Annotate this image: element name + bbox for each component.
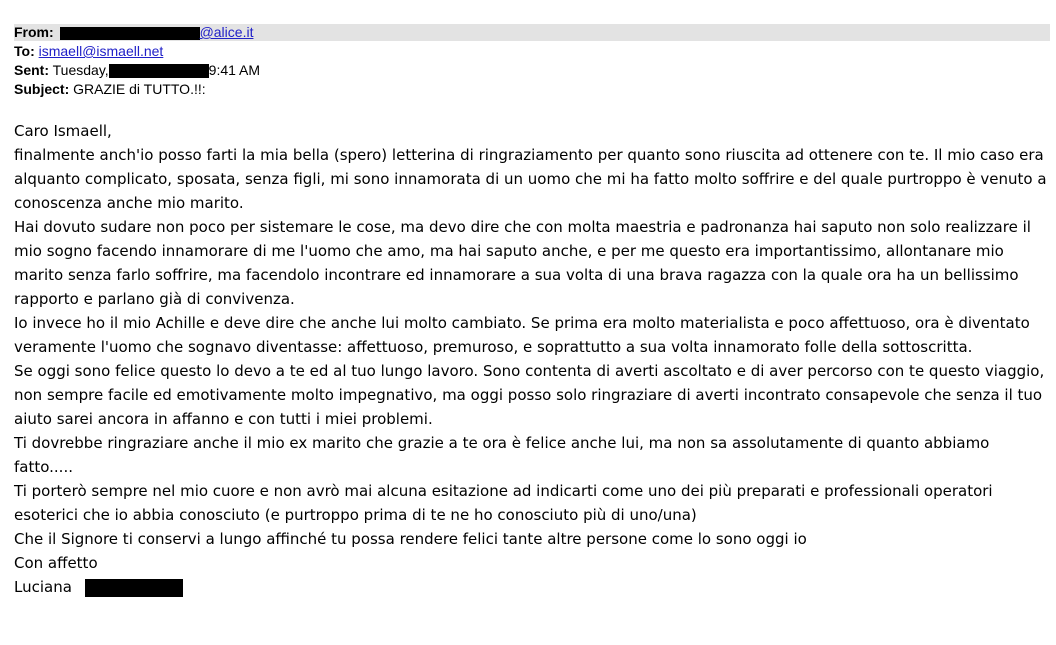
sent-time: 9:41 AM [208, 62, 261, 78]
from-row [14, 23, 253, 41]
subject-row [14, 80, 206, 98]
body-paragraph-3: Io invece ho il mio Achille e deve dire che anche lui molto cambiato. Se prima era molto materialista e poco affettuoso, ora è diventato veramente l'uomo che sognavo diventasse: affettuoso, premuroso, e soprattutto a sua volta innamorato folle della sottoscritta. [14, 314, 1030, 356]
to-label: To: [14, 43, 35, 59]
redacted-surname [85, 579, 183, 597]
body-paragraph-6: Ti porterò sempre nel mio cuore e non avrò mai alcuna esitazione ad indicarti come uno dei più preparati e professionali operatori esoterici che io abbia conosciuto (e purtroppo prima di te ne ho conosciuto più di uno/una) [14, 482, 993, 524]
body-paragraph-7: Che il Signore ti conservi a lungo affinché tu possa rendere felici tante altre persone come lo sono oggi io [14, 530, 807, 548]
to-address-link[interactable]: ismaell@ismaell.net [38, 43, 164, 59]
body-paragraph-2: Hai dovuto sudare non poco per sistemare le cose, ma devo dire che con molta maestria e padronanza hai saputo non solo realizzare il mio sogno facendo innamorare di me l'uomo che amo, ma hai saputo anche, e per me questo era importantissimo, allontanare mio marito senza farlo soffrire, ma facendolo incontrare ed innamorare a sua volta di una brava ragazza con la quale ora ha un bellissimo rapporto e parlano già di convivenza. [14, 218, 1031, 308]
body-paragraph-1: finalmente anch'io posso farti la mia bella (spero) letterina di ringraziamento per quanto sono riuscita ad ottenere con te. Il mio caso era alquanto complicato, sposata, senza figli, mi sono innamorata di un uomo che mi ha fatto molto soffrire e del quale purtroppo è venuto a conoscenza anche mio marito. [14, 146, 1047, 212]
sent-day: Tuesday, [52, 62, 109, 78]
to-row [14, 42, 163, 60]
from-address-link[interactable]: @alice.it [199, 24, 254, 40]
sent-label: Sent: [14, 62, 49, 78]
sent-row [14, 61, 260, 79]
body-paragraph-5: Ti dovrebbe ringraziare anche il mio ex marito che grazie a te ora è felice anche lui, ma non sa assolutamente di quanto abbiamo fatto..... [14, 434, 990, 476]
subject-label: Subject: [14, 81, 70, 97]
subject-text: GRAZIE di TUTTO.!!: [73, 81, 206, 97]
email-body [14, 119, 1050, 599]
redacted-date [109, 64, 209, 78]
redacted-sender-name [60, 27, 200, 40]
closing: Con affetto [14, 554, 98, 572]
signature-line [14, 575, 1050, 599]
body-paragraph-4: Se oggi sono felice questo lo devo a te ed al tuo lungo lavoro. Sono contenta di averti ascoltato e di aver percorso con te questo viaggio, non sempre facile ed emotivamente molto impegnativo, ma oggi posso solo ringraziare di averti incontrato consapevole che senza il tuo aiuto sarei ancora in affanno e con tutti i miei problemi. [14, 362, 1045, 428]
greeting: Caro Ismaell, [14, 122, 112, 140]
from-label: From: [14, 24, 54, 40]
signature-name: Luciana [14, 578, 72, 596]
